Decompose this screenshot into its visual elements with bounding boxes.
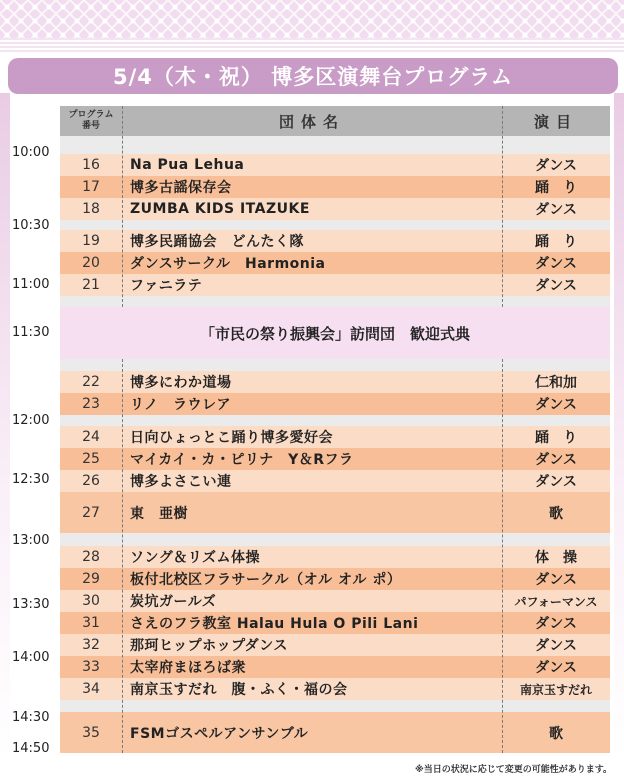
time-gap bbox=[60, 700, 610, 712]
table-row bbox=[60, 568, 610, 590]
time-label: 14:30 bbox=[12, 710, 50, 725]
table-row bbox=[60, 230, 610, 252]
group-name: 炭坑ガールズ bbox=[130, 594, 217, 610]
performance-type: ダンス bbox=[535, 616, 577, 632]
performance-type: ダンス bbox=[535, 474, 577, 490]
program-number: 25 bbox=[82, 451, 100, 467]
header-number-line2: 番号 bbox=[81, 121, 100, 131]
performance-type: 踊 り bbox=[535, 234, 577, 250]
group-name: 博多にわか道場 bbox=[130, 375, 232, 391]
program-number: 21 bbox=[82, 277, 100, 293]
program-number: 24 bbox=[82, 429, 100, 445]
time-label: 14:00 bbox=[12, 650, 50, 665]
group-name: Na Pua Lehua bbox=[130, 157, 245, 173]
group-name: ダンスサークル Harmonia bbox=[130, 256, 326, 272]
group-name: マイカイ・カ・ピリナ Y＆Rフラ bbox=[130, 452, 354, 468]
column-divider bbox=[502, 359, 503, 753]
page-title: 5/4（木・祝） 博多区演舞台プログラム bbox=[8, 58, 618, 94]
program-number: 27 bbox=[82, 504, 100, 521]
header-group-name: 団体名 bbox=[122, 106, 502, 136]
performance-type: 踊 り bbox=[535, 430, 577, 446]
performance-type: ダンス bbox=[535, 572, 577, 588]
table-row bbox=[60, 470, 610, 492]
time-gap bbox=[60, 296, 610, 307]
program-number: 28 bbox=[82, 549, 100, 565]
group-name: 博多古謡保存会 bbox=[130, 180, 232, 196]
program-number: 29 bbox=[82, 571, 100, 587]
table-row bbox=[60, 656, 610, 678]
program-number: 16 bbox=[82, 157, 100, 173]
header-program-number bbox=[60, 106, 122, 136]
decorative-stripes bbox=[0, 38, 624, 54]
group-name: リノ ラウレア bbox=[130, 397, 231, 413]
table-row bbox=[60, 612, 610, 634]
decorative-pattern-band bbox=[0, 0, 624, 38]
performance-type: 踊 り bbox=[535, 180, 577, 196]
program-number: 34 bbox=[82, 681, 100, 697]
program-number: 26 bbox=[82, 473, 100, 489]
program-number: 19 bbox=[82, 233, 100, 249]
program-number: 20 bbox=[82, 255, 100, 271]
right-side-gradient bbox=[614, 93, 624, 758]
time-label: 11:30 bbox=[12, 325, 50, 340]
program-number: 17 bbox=[82, 179, 100, 195]
table-row bbox=[60, 198, 610, 220]
program-number: 22 bbox=[82, 374, 100, 390]
header-performance: 演目 bbox=[502, 106, 610, 136]
welcome-ceremony-banner: 「市民の祭り振興会」訪問団 歓迎式典 bbox=[60, 307, 610, 359]
group-name: ファニラテ bbox=[130, 278, 203, 294]
program-number: 18 bbox=[82, 201, 100, 217]
time-label: 14:50 bbox=[12, 741, 50, 756]
header-number-line1: プログラム bbox=[68, 110, 114, 120]
performance-type: ダンス bbox=[535, 202, 577, 218]
time-label: 13:30 bbox=[12, 597, 50, 612]
table-row bbox=[60, 712, 610, 753]
group-name: ソング＆リズム体操 bbox=[130, 550, 260, 566]
performance-type: ダンス bbox=[535, 397, 577, 413]
column-divider bbox=[122, 359, 123, 753]
performance-type: パフォーマンス bbox=[514, 594, 598, 609]
table-row bbox=[60, 448, 610, 470]
time-gap bbox=[60, 220, 610, 230]
table-row bbox=[60, 176, 610, 198]
table-row bbox=[60, 492, 610, 533]
performance-type: ダンス bbox=[535, 660, 577, 676]
table-row bbox=[60, 274, 610, 296]
group-name: 日向ひょっとこ踊り博多愛好会 bbox=[130, 430, 333, 446]
time-label: 12:30 bbox=[12, 472, 50, 487]
performance-type: 仁和加 bbox=[535, 375, 577, 391]
performance-type: 体 操 bbox=[535, 550, 577, 566]
group-name: 博多民踊協会 どんたく隊 bbox=[130, 234, 304, 250]
group-name: 東 亜樹 bbox=[130, 505, 188, 522]
performance-type: ダンス bbox=[535, 256, 577, 272]
program-number: 35 bbox=[82, 724, 100, 741]
group-name: ZUMBA KIDS ITAZUKE bbox=[130, 201, 310, 217]
time-label: 10:00 bbox=[12, 145, 50, 160]
table-row bbox=[60, 393, 610, 415]
footnote: ※当日の状況に応じて変更の可能性があります。 bbox=[414, 765, 612, 775]
table-row bbox=[60, 546, 610, 568]
performance-type: 南京玉すだれ bbox=[519, 682, 592, 697]
table-row bbox=[60, 252, 610, 274]
performance-type: 歌 bbox=[549, 505, 563, 522]
column-divider bbox=[502, 106, 503, 307]
program-number: 31 bbox=[82, 615, 100, 631]
time-label: 10:30 bbox=[12, 218, 50, 233]
performance-type: ダンス bbox=[535, 158, 577, 174]
table-row bbox=[60, 634, 610, 656]
table-row bbox=[60, 154, 610, 176]
group-name: 太宰府まほろば衆 bbox=[130, 660, 246, 676]
time-gap bbox=[60, 415, 610, 426]
program-number: 32 bbox=[82, 637, 100, 653]
table-row bbox=[60, 426, 610, 448]
time-label: 12:00 bbox=[12, 413, 50, 428]
program-number: 30 bbox=[82, 593, 100, 609]
group-name: さえのフラ教室 Halau Hula O Pili Lani bbox=[130, 616, 419, 632]
performance-type: ダンス bbox=[535, 452, 577, 468]
group-name: 板付北校区フラサークル（オル オル ポ） bbox=[130, 572, 402, 588]
time-gap bbox=[60, 533, 610, 546]
performance-type: ダンス bbox=[535, 638, 577, 654]
group-name: 博多よさこい連 bbox=[130, 474, 232, 490]
group-name: 南京玉すだれ 腹・ふく・福の会 bbox=[130, 682, 348, 698]
column-divider bbox=[122, 106, 123, 307]
program-number: 23 bbox=[82, 396, 100, 412]
group-name: 那珂ヒップホップダンス bbox=[130, 638, 288, 654]
performance-type: 歌 bbox=[549, 725, 563, 742]
table-row bbox=[60, 678, 610, 700]
performance-type: ダンス bbox=[535, 278, 577, 294]
time-gap bbox=[60, 136, 610, 154]
left-side-gradient bbox=[0, 93, 10, 758]
table-row bbox=[60, 590, 610, 612]
table-row bbox=[60, 371, 610, 393]
group-name: FSMゴスペルアンサンブル bbox=[130, 725, 309, 742]
program-number: 33 bbox=[82, 659, 100, 675]
time-label: 13:00 bbox=[12, 533, 50, 548]
time-label: 11:00 bbox=[12, 277, 50, 292]
time-gap bbox=[60, 359, 610, 371]
